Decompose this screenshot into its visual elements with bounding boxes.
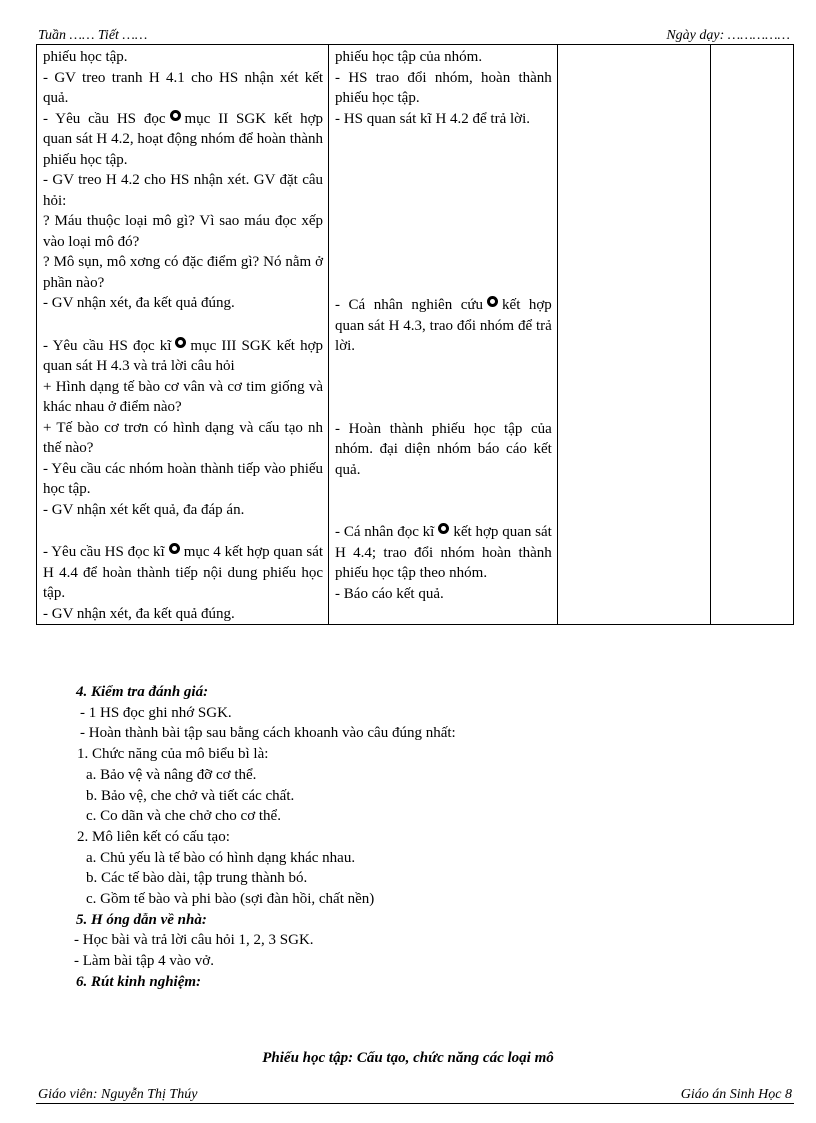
question-2-option-a: a. Chủ yếu là tế bào có hình dạng khác nhau.	[86, 849, 356, 866]
teacher-line: ? Mô sụn, mô xơng có đặc điểm gì? Nó nằm ở phần nào?	[43, 254, 324, 291]
footer-teacher-name: Giáo viên: Nguyễn Thị Thúy	[38, 1087, 198, 1102]
student-block-1	[335, 47, 552, 129]
circle-bullet-icon	[170, 110, 181, 121]
question-2-option-c: c. Gồm tế bào và phi bào (sợi đàn hồi, chất nền)	[86, 891, 375, 908]
teacher-line: - GV treo H 4.2 cho HS nhận xét. GV đặt câu hỏi:	[43, 172, 324, 209]
header-week-lesson: Tuần …… Tiết ……	[38, 28, 148, 43]
question-1-option-c: c. Co dãn và che chở cho cơ thể.	[86, 808, 281, 825]
section-6-title: 6. Rút kinh nghiệm:	[76, 973, 202, 990]
notes-column	[710, 45, 793, 625]
section-4-line: - Hoàn thành bài tập sau bằng cách khoanh vào câu đúng nhất:	[80, 725, 456, 742]
section-4-title: 4. Kiểm tra đánh giá:	[76, 684, 209, 700]
circle-bullet-icon	[438, 523, 449, 534]
page-footer	[36, 1087, 794, 1104]
section-5-line: - Làm bài tập 4 vào vở.	[74, 953, 214, 970]
student-line: - HS trao đổi nhóm, hoàn thành phiếu học tập.	[335, 69, 552, 106]
teacher-line: mục 4 kết hợp quan sát H 4.4 để hoàn thành tiếp nội dung phiếu học tập.	[43, 544, 324, 601]
page-header	[36, 28, 794, 45]
section-4-line: - 1 HS đọc ghi nhớ SGK.	[80, 704, 232, 721]
student-block-2	[335, 295, 552, 357]
circle-bullet-icon	[487, 296, 498, 307]
content-column	[557, 45, 710, 625]
teacher-line: - Yêu cầu HS đọc kĩ	[43, 337, 172, 354]
teacher-line: phiếu học tập.	[43, 49, 128, 65]
teacher-activity-column	[37, 45, 329, 625]
teacher-block-1	[43, 47, 323, 109]
student-line: kết hợp quan sát H 4.4; trao đổi nhóm hoàn thành phiếu học tập theo nhóm.	[335, 524, 552, 581]
teacher-block-6	[43, 542, 323, 604]
teacher-line: mục II SGK kết hợp quan sát H 4.2, hoạt động nhóm để hoàn thành phiếu học tập.	[43, 110, 324, 168]
teacher-line: + Tế bào cơ trơn có hình dạng và cấu tạo nh thế nào?	[43, 419, 324, 456]
student-line: - HS quan sát kĩ H 4.2 để trả lời.	[335, 110, 531, 127]
student-activity-column	[329, 45, 558, 625]
teacher-line: mục III SGK kết hợp quan sát H 4.3 và trả lời câu hỏi	[43, 337, 324, 374]
question-1-option-a: a. Bảo vệ và nâng đỡ cơ thể.	[86, 766, 257, 783]
section-5-line: - Học bài và trả lời câu hỏi 1, 2, 3 SGK.	[74, 932, 314, 949]
teacher-line: ? Máu thuộc loại mô gì? Vì sao máu đọc xếp vào loại mô đó?	[43, 213, 324, 250]
footer-subject: Giáo án Sinh Học 8	[680, 1087, 792, 1102]
assessment-section	[36, 682, 796, 993]
teacher-line: - Yêu cầu các nhóm hoàn thành tiếp vào phiếu học tập.	[43, 460, 324, 497]
teacher-line: - GV nhận xét, đa kết quả đúng.	[43, 295, 235, 311]
student-line: - Cá nhân đọc kĩ	[335, 524, 435, 540]
question-2-option-b: b. Các tế bào dài, tập trung thành bó.	[86, 870, 308, 887]
student-line: kết hợp quan sát H 4.3, trao đổi nhóm để trả lời.	[335, 297, 552, 354]
lesson-activity-table	[36, 44, 794, 625]
circle-bullet-icon	[169, 543, 180, 554]
header-teaching-date: Ngày dạy: ……………	[666, 28, 790, 43]
teacher-line: - GV nhận xét kết quả, đa đáp án.	[43, 501, 245, 518]
worksheet-title: Phiếu học tập: Cấu tạo, chức năng các loại mô	[262, 1050, 554, 1066]
teacher-block-5	[43, 377, 323, 521]
student-line: - Cá nhân nghiên cứu	[335, 297, 484, 313]
circle-bullet-icon	[175, 337, 186, 348]
teacher-line: - Yêu cầu HS đọc kĩ	[43, 544, 165, 560]
student-block-5: - Báo cáo kết quả.	[335, 585, 444, 602]
teacher-line: + Hình dạng tế bào cơ vân và cơ tim giống và khác nhau ở điểm nào?	[43, 378, 324, 415]
student-line: phiếu học tập của nhóm.	[335, 49, 483, 65]
teacher-block-7: - GV nhận xét, đa kết quả đúng.	[43, 605, 235, 622]
teacher-block-4	[43, 336, 323, 377]
teacher-block-2	[43, 109, 323, 171]
teacher-line: - GV treo tranh H 4.1 cho HS nhận xét kết quả.	[43, 69, 324, 106]
teacher-line: - Yêu cầu HS đọc	[43, 110, 166, 127]
section-5-title: 5. H óng dẫn về nhà:	[76, 911, 207, 928]
student-block-4	[335, 522, 552, 584]
student-block-3: - Hoàn thành phiếu học tập của nhóm. đại diện nhóm báo cáo kết quả.	[335, 420, 552, 478]
teacher-block-3	[43, 170, 323, 314]
question-2: 2. Mô liên kết có cấu tạo:	[77, 828, 230, 845]
question-1: 1. Chức năng của mô biểu bì là:	[77, 746, 269, 763]
question-1-option-b: b. Bảo vệ, che chở và tiết các chất.	[86, 787, 295, 804]
